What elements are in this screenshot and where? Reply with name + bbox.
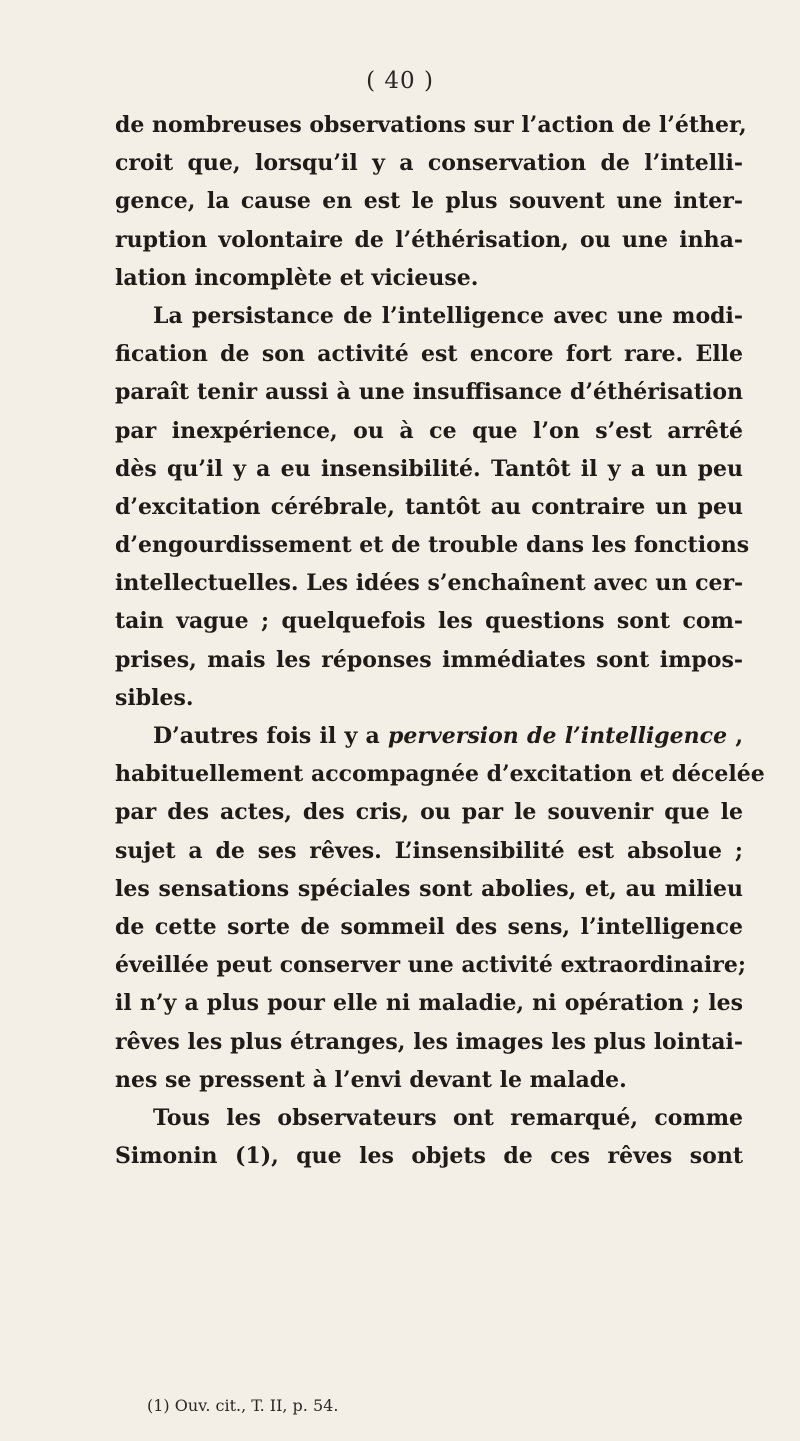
text-line: prises, mais les réponses immédiates sont impos-: [115, 646, 743, 673]
text-line-with-italic: [115, 717, 743, 755]
text-line: fication de son activité est encore fort rare. Elle: [115, 341, 743, 368]
text-line: il n’y a plus pour elle ni maladie, ni opération ; les: [115, 990, 743, 1017]
text-line: lation incomplète et vicieuse.: [115, 264, 479, 291]
footnote: (1) Ouv. cit., T. II, p. 54.: [147, 1396, 339, 1415]
text-line: tain vague ; quelquefois les questions sont com-: [115, 608, 743, 635]
text-line: par des actes, des cris, ou par le souvenir que le: [115, 799, 743, 826]
text-line: les sensations spéciales sont abolies, et, au milieu: [115, 875, 743, 902]
text-line: sibles.: [115, 684, 194, 711]
text-line: éveillée peut conserver une activité extraordinaire;: [115, 952, 746, 979]
italic-phrase: perversion de l’intelligence: [388, 723, 728, 749]
text-line: d’engourdissement et de trouble dans les fonctions: [115, 532, 750, 559]
body-text: [115, 106, 765, 1175]
text-line: habituellement accompagnée d’excitation et décelée: [115, 761, 765, 788]
text-line: Tous les observateurs ont remarqué, comme: [153, 1104, 743, 1131]
text-line: de cette sorte de sommeil des sens, l’intelligence: [115, 913, 743, 940]
text-line: intellectuelles. Les idées s’enchaînent avec un cer-: [115, 570, 744, 597]
text-line: ruption volontaire de l’éthérisation, ou une inha-: [115, 226, 743, 253]
text-line: d’excitation cérébrale, tantôt au contraire un peu: [115, 493, 743, 520]
text-line: nes se pressent à l’envi devant le malade.: [115, 1066, 627, 1093]
text-line: sujet a de ses rêves. L’insensibilité est absolue ;: [115, 837, 743, 864]
line-segment: ,: [727, 723, 743, 749]
page-number: ( 40 ): [366, 68, 434, 94]
text-line: La persistance de l’intelligence avec une modi-: [153, 302, 743, 329]
text-line: par inexpérience, ou à ce que l’on s’est arrêté: [115, 417, 743, 444]
text-line: rêves les plus étranges, les images les plus lointai-: [115, 1028, 743, 1055]
text-line: paraît tenir aussi à une insuffisance d’éthérisation: [115, 379, 743, 406]
text-line: gence, la cause en est le plus souvent une inter-: [115, 188, 743, 215]
text-line: croit que, lorsqu’il y a conservation de l’intelli-: [115, 150, 743, 177]
line-segment: D’autres fois il y a: [153, 723, 389, 749]
text-line: Simonin (1), que les objets de ces rêves sont: [115, 1143, 743, 1170]
text-line: de nombreuses observations sur l’action de l’éther,: [115, 112, 747, 138]
text-line: dès qu’il y a eu insensibilité. Tantôt il y a un peu: [115, 455, 743, 482]
